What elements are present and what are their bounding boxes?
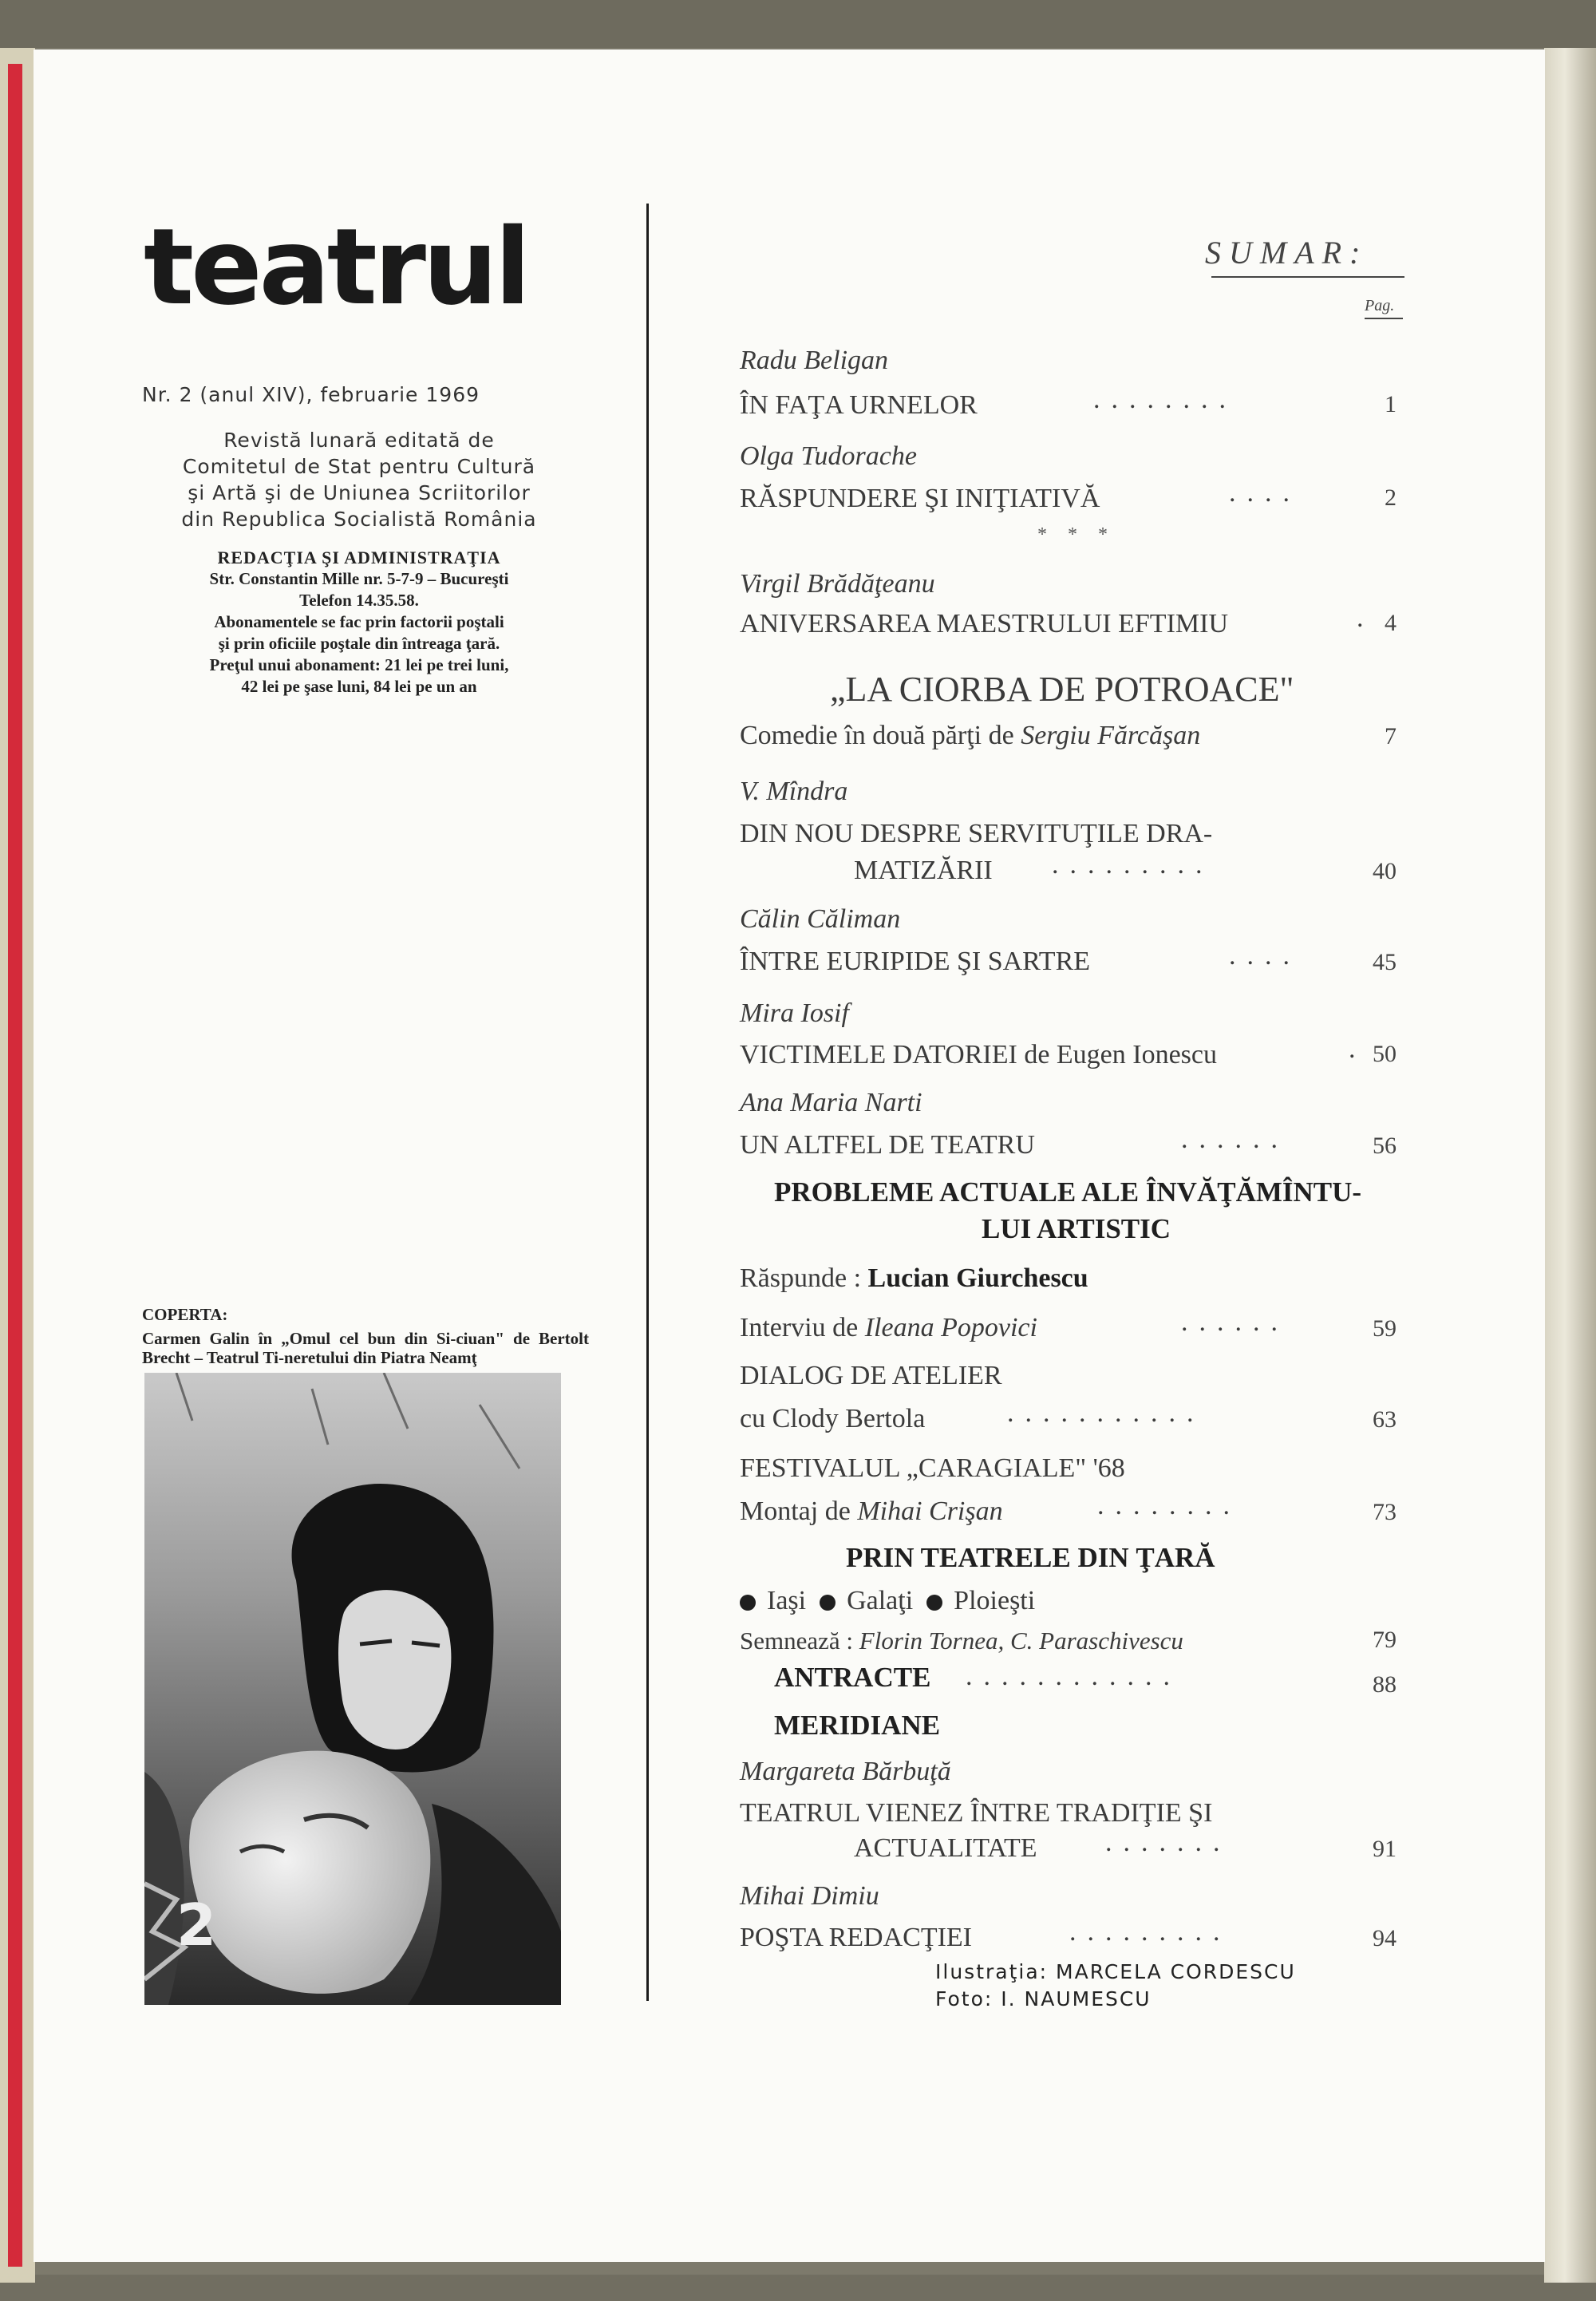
toc-entry-title: FESTIVALUL „CARAGIALE" '68	[740, 1453, 1125, 1483]
toc-page-number: 56	[1373, 1133, 1396, 1159]
price-line: 42 lei pe şase luni, 84 lei pe un an	[241, 677, 477, 696]
toc-page-number: 1	[1385, 391, 1396, 417]
toc-page-number: 4	[1385, 610, 1396, 636]
subscription-line: Abonamentele se fac prin factorii poştali	[214, 612, 504, 631]
respondent-name: Lucian Giurchescu	[867, 1263, 1088, 1293]
toc-entry-title: DIN NOU DESPRE SERVITUŢILE DRA-	[740, 819, 1213, 848]
page-edge-stack	[1544, 48, 1596, 2283]
subscription-line: şi prin oficiile poştale din întreaga ţară.	[218, 634, 500, 653]
toc-entry-title: ÎNTRE EURIPIDE ŞI SARTRE	[740, 947, 1091, 976]
toc-entry-title: TEATRUL VIENEZ ÎNTRE TRADIŢIE ŞI	[740, 1798, 1213, 1828]
toc-page-number: 50	[1373, 1041, 1396, 1067]
montage-prefix: Montaj de	[740, 1496, 851, 1526]
leader-dots: ....	[1229, 941, 1301, 971]
publisher-line: şi Artă şi de Uniunea Scriitorilor	[188, 481, 531, 504]
toc-entry-title: ANIVERSAREA MAESTRULUI EFTIMIU	[740, 609, 1228, 639]
masthead-logo: teatrul	[144, 206, 528, 329]
section-heading: PRIN TEATRELE DIN ŢARĂ	[846, 1542, 1215, 1573]
leader-dots: .........	[1069, 1917, 1231, 1947]
toc-page-number: 91	[1373, 1836, 1396, 1862]
toc-author: Margareta Bărbuţă	[740, 1757, 951, 1786]
publisher-block	[144, 427, 575, 532]
cover-caption-text: Carmen Galin în „Omul cel bun din Si-ciuan" de Bertolt Brecht – Teatrul Ti-neretului din Piatra Neamţ	[142, 1329, 589, 1367]
section-heading: PROBLEME ACTUALE ALE ÎNVĂŢĂMÎNTU-	[774, 1176, 1362, 1208]
bullet-icon	[740, 1595, 756, 1611]
column-divider	[646, 204, 649, 2001]
toc-author: Ana Maria Narti	[740, 1088, 922, 1117]
bullet-icon	[926, 1595, 942, 1611]
toc-entry-title: ÎN FAŢA URNELOR	[740, 390, 978, 420]
binding-bottom	[0, 2275, 1596, 2301]
toc-author: Mira Iosif	[740, 998, 849, 1028]
toc-page-number: 40	[1373, 858, 1396, 884]
toc-page-number: 2	[1385, 484, 1396, 511]
leader-dots: .	[1357, 603, 1375, 633]
interview-author: Ileana Popovici	[864, 1313, 1037, 1342]
leader-dots: ......	[1181, 1125, 1289, 1154]
section-heading: ANTRACTE	[774, 1662, 931, 1693]
leader-dots: ............	[966, 1662, 1181, 1691]
leader-dots: ......	[1181, 1307, 1289, 1337]
toc-page-number: 94	[1373, 1925, 1396, 1951]
leader-dots: ........	[1093, 385, 1237, 414]
toc-page-number: 88	[1373, 1671, 1396, 1698]
toc-title-rule	[1211, 276, 1404, 278]
illustration-credit: Ilustraţia: MARCELA CORDESCU	[935, 1960, 1296, 1983]
leader-dots: .........	[1052, 850, 1214, 880]
toc-author: Mihai Dimiu	[740, 1881, 879, 1911]
play-author: Sergiu Fărcăşan	[1021, 721, 1201, 750]
respondent-label: Răspunde :	[740, 1263, 862, 1293]
publisher-line: din Republica Socialistă România	[181, 508, 537, 531]
toc-entry-title: UN ALTFEL DE TEATRU	[740, 1130, 1035, 1160]
play-title: „LA CIORBA DE POTROACE"	[830, 670, 1294, 709]
toc-author: V. Mîndra	[740, 777, 848, 806]
toc-entry-title: DIALOG DE ATELIER	[740, 1361, 1002, 1390]
bullet-icon	[820, 1595, 836, 1611]
publisher-line: Revistă lunară editată de	[223, 429, 495, 452]
signature-prefix: Semnează :	[740, 1627, 854, 1655]
leader-dots: .......	[1105, 1828, 1231, 1857]
play-subtitle-prefix: Comedie în două părţi de	[740, 721, 1014, 750]
interview-prefix: Interviu de	[740, 1313, 859, 1342]
separator-stars: * * *	[1037, 524, 1116, 545]
publisher-line: Comitetul de Stat pentru Cultură	[182, 455, 536, 478]
issue-number-overlay: 2	[176, 1892, 217, 1959]
address-line: Str. Constantin Mille nr. 5-7-9 – Bucureşti	[209, 569, 509, 588]
cover-photo	[144, 1373, 561, 2005]
toc-entry-title: RĂSPUNDERE ŞI INIŢIATIVĂ	[740, 484, 1100, 513]
leader-dots: ....	[1229, 478, 1301, 508]
toc-page-number: 79	[1373, 1627, 1396, 1653]
toc-page-number: 73	[1373, 1499, 1396, 1525]
toc-page-number: 45	[1373, 949, 1396, 975]
cover-caption-label: COPERTA:	[142, 1305, 228, 1324]
respondent-line	[740, 1261, 1088, 1296]
play-subtitle	[740, 718, 1200, 753]
editorial-block	[140, 547, 579, 698]
toc-page-number: 7	[1385, 723, 1396, 749]
leader-dots: ...........	[1007, 1398, 1205, 1428]
leader-dots: ........	[1097, 1491, 1241, 1520]
city-name: Ploieşti	[954, 1586, 1036, 1615]
toc-author: Virgil Brădăţeanu	[740, 569, 935, 599]
signature-authors: Florin Tornea, C. Paraschivescu	[859, 1627, 1183, 1655]
price-line: Preţul unui abonament: 21 lei pe trei luni,	[209, 655, 509, 674]
montage-author: Mihai Crişan	[857, 1496, 1003, 1526]
phone-line: Telefon 14.35.58.	[299, 591, 419, 610]
section-heading-cont: LUI ARTISTIC	[982, 1213, 1171, 1244]
toc-author: Olga Tudorache	[740, 441, 917, 471]
city-name: Iaşi	[767, 1586, 807, 1615]
toc-entry-title-cont: ACTUALITATE	[854, 1833, 1037, 1863]
toc-author: Călin Căliman	[740, 904, 901, 934]
signature-line	[740, 1623, 1183, 1659]
toc-entry-title-cont: MATIZĂRII	[854, 856, 993, 885]
leader-dots: .	[1349, 1034, 1367, 1064]
red-edge	[8, 64, 22, 2267]
cities-line	[740, 1583, 1035, 1619]
photo-credit: Foto: I. NAUMESCU	[935, 1987, 1152, 2010]
editorial-heading: REDACŢIA ŞI ADMINISTRAŢIA	[217, 548, 501, 567]
page-label-rule	[1365, 318, 1403, 319]
toc-entry-title: VICTIMELE DATORIEI de Eugen Ionescu	[740, 1040, 1218, 1069]
binding-top	[0, 0, 1596, 48]
toc-title: SUMAR:	[1205, 235, 1369, 271]
toc-entry-title: POŞTA REDACŢIEI	[740, 1923, 973, 1952]
page-column-label: Pag.	[1365, 297, 1395, 314]
section-heading: MERIDIANE	[774, 1710, 941, 1741]
toc-entry-sub	[740, 1494, 1003, 1529]
city-name: Galaţi	[847, 1586, 914, 1615]
toc-author: Radu Beligan	[740, 346, 889, 375]
toc-page-number: 63	[1373, 1406, 1396, 1433]
issue-line: Nr. 2 (anul XIV), februarie 1969	[142, 383, 480, 406]
interview-line	[740, 1311, 1037, 1346]
toc-entry-sub: cu Clody Bertola	[740, 1404, 926, 1433]
cover-caption	[142, 1305, 589, 1367]
toc-page-number: 59	[1373, 1315, 1396, 1342]
